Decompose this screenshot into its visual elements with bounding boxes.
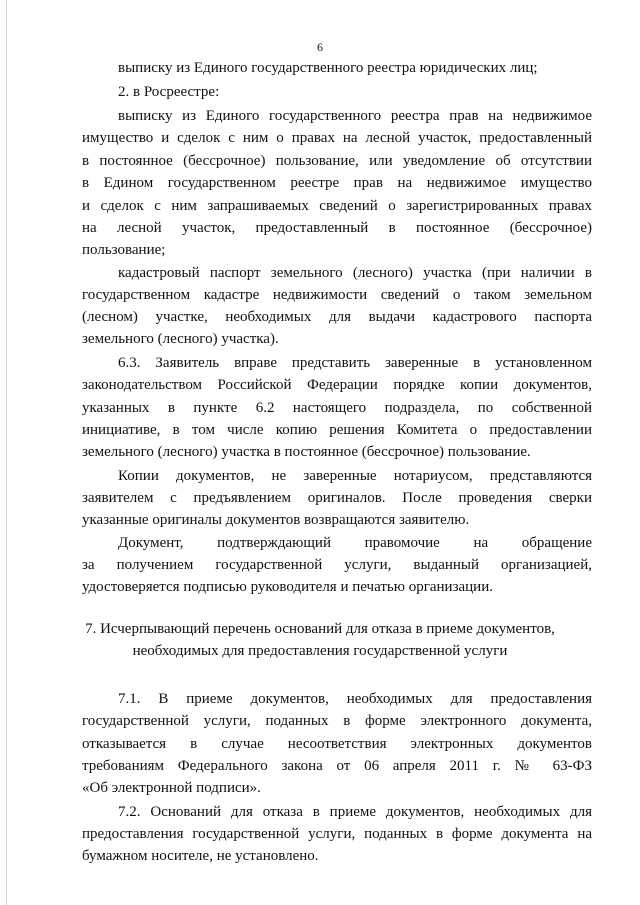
paragraph-line: имущество и сделок с ним о правах на лесной участок, предоставленный bbox=[82, 130, 592, 146]
section-heading: 7. Исчерпывающий перечень оснований для отказа в приеме документов, bbox=[85, 621, 555, 637]
paragraph-line: 6.3. Заявитель вправе представить заверенные в установленном bbox=[118, 355, 592, 371]
paragraph-line: за получением государственной услуги, выданный организацией, bbox=[82, 557, 592, 573]
paragraph-line: выписку из Единого государственного реестра прав на недвижимое bbox=[118, 108, 592, 124]
paragraph-line: (лесном) участке, необходимых для выдачи кадастрового паспорта bbox=[82, 309, 592, 325]
paragraph-line: инициативе, в том числе копию решения Комитета о предоставлении bbox=[82, 422, 592, 438]
section-heading: необходимых для предоставления государственной услуги bbox=[132, 643, 508, 659]
paragraph-line: на лесной участок, предоставленный в постоянное (бессрочное) bbox=[82, 220, 592, 236]
page-number: 6 bbox=[317, 40, 323, 54]
paragraph-line: в постоянное (бессрочное) пользование, или уведомление об отсутствии bbox=[82, 153, 592, 169]
paragraph-line: указанные оригиналы документов возвращаются заявителю. bbox=[82, 512, 470, 528]
paragraph-line: и сделок с ним запрашиваемых сведений о зарегистрированных правах bbox=[82, 198, 592, 214]
paragraph-line: 7.1. В приеме документов, необходимых для предоставления bbox=[118, 691, 592, 707]
paragraph-line: земельного (лесного) участка). bbox=[82, 331, 279, 347]
paragraph-line: удостоверяется подписью руководителя и печатью организации. bbox=[82, 579, 493, 595]
paragraph-line: Документ, подтверждающий правомочие на обращение bbox=[118, 535, 592, 551]
paragraph-line: 7.2. Оснований для отказа в приеме документов, необходимых для bbox=[118, 804, 592, 820]
paragraph-line: законодательством Российской Федерации порядке копии документов, bbox=[82, 377, 592, 393]
paragraph-line: 2. в Росреестре: bbox=[118, 84, 220, 100]
paragraph-line: требованиям Федерального закона от 06 апреля 2011 г. № 63-ФЗ bbox=[82, 758, 592, 774]
paragraph-line: бумажном носителе, не установлено. bbox=[82, 848, 319, 864]
paragraph-line: Копии документов, не заверенные нотариусом, представляются bbox=[118, 468, 592, 484]
scan-edge-line bbox=[6, 0, 7, 905]
paragraph-line: отказывается в случае несоответствия электронных документов bbox=[82, 736, 592, 752]
paragraph-line: земельного (лесного) участка в постоянное (бессрочное) пользование. bbox=[82, 444, 531, 460]
paragraph-line: в Едином государственном реестре прав на недвижимое имущество bbox=[82, 175, 592, 191]
paragraph-line: предоставления государственной услуги, поданных в форме документа на bbox=[82, 826, 592, 842]
paragraph-line: государственном кадастре недвижимости сведений о таком земельном bbox=[82, 287, 592, 303]
paragraph-line: пользование; bbox=[82, 242, 166, 258]
paragraph-line: «Об электронной подписи». bbox=[82, 780, 261, 796]
paragraph-line: кадастровый паспорт земельного (лесного) участка (при наличии в bbox=[118, 265, 592, 281]
paragraph-line: указанных в пункте 6.2 настоящего подраздела, по собственной bbox=[82, 400, 592, 416]
paragraph-line: выписку из Единого государственного реестра юридических лиц; bbox=[118, 60, 538, 76]
paragraph-line: государственной услуги, поданных в форме электронного документа, bbox=[82, 713, 592, 729]
paragraph-line: заявителем с предъявлением оригиналов. После проведения сверки bbox=[82, 490, 592, 506]
